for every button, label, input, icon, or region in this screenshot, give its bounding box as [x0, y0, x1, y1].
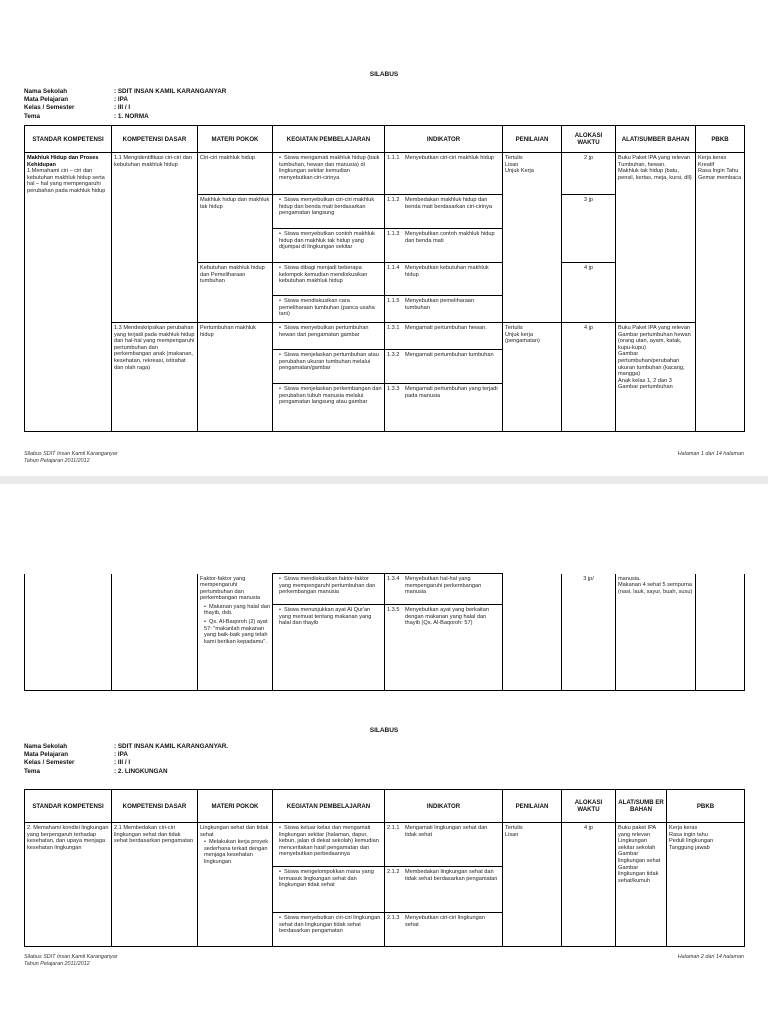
- meta-value: : 1. NORMA: [114, 112, 149, 120]
- materi-cell: Lingkungan sehat dan tidak sehat • Melakukan kerja proyek sederhana terkait dengan menjaga kesehatan lingkungan: [198, 823, 273, 947]
- table-header-row: [25, 126, 745, 153]
- column-header: KOMPETENSI DASAR: [112, 790, 198, 823]
- kegiatan-cell: • Siswa menyebutkan ciri-ciri lingkungan sehat dan lingkungan tidak sehat berdasarkan pengamatan: [273, 913, 385, 947]
- meta-value: : III / I: [114, 759, 131, 767]
- indikator-cell: 1.3.3 Mengamati pertumbuhan yang terjadi pada manusia: [385, 384, 503, 432]
- alokasi-cell: 4 jp: [562, 323, 616, 432]
- alokasi-cell: 4 jp: [562, 263, 616, 323]
- alokasi-cell: 2 jp: [562, 153, 616, 195]
- footer-page-number: Halaman 2 dari 14 halaman: [677, 954, 744, 960]
- meta-label: Tema: [24, 112, 40, 120]
- kompetensi-dasar-cell: 1.3 Mendeskripsikan perubahan yang terjadi pada makhluk hidup dan hal-hal yang mempengaruhi pertumbuhan dan perkembangan anak (makanan, kesehatan, rekreasi, istirahat dan olah raga): [112, 323, 198, 432]
- column-header: MATERI POKOK: [198, 126, 273, 153]
- column-header: KEGIATAN PEMBELAJARAN: [273, 126, 385, 153]
- kegiatan-cell: • Siswa mendiskusikan faktor-faktor yang mempengaruhi pertumbuhan dan perkembangan manusia: [273, 574, 385, 605]
- column-header: KEGIATAN PEMBELAJARAN: [273, 790, 385, 823]
- syllabus-table-2: [24, 789, 745, 947]
- standar-kompetensi-cell: 2. Memahami kondisi lingkungan yang berpengaruh terhadap kesehatan, dan upaya menjaga kesehatan lingkungan: [25, 823, 112, 947]
- standar-kompetensi-cell: [25, 574, 112, 691]
- syllabus-table-continued: [24, 573, 745, 691]
- meta-row: [24, 751, 228, 759]
- syllabus-meta: [24, 88, 226, 121]
- indikator-cell: 1.3.2 Mengamati pertumbuhan tumbuhan: [385, 350, 503, 384]
- sk-text: 1.Memahami ciri – ciri dan kebutuhan makhluk hidup serta hal – hal yang mempengaruhi perubahan pada makhluk hidup: [27, 168, 106, 194]
- indikator-cell: 1.1.1 Menyebutkan ciri-ciri makhluk hidup: [385, 153, 503, 195]
- materi-cell: Makhluk hidup dan makhluk tak hidup: [198, 195, 273, 263]
- meta-row: [24, 104, 226, 112]
- column-header: STANDAR KOMPETENSI: [25, 126, 112, 153]
- indikator-cell: 2.1.1 Mengamati lingkungan sehat dan tidak sehat: [385, 823, 503, 867]
- meta-label: Nama Sekolah: [24, 88, 68, 95]
- indikator-cell: 2.1.3 Menyebutkan ciri-ciri lingkungan sehat: [385, 913, 503, 947]
- column-header: MATERI POKOK: [198, 790, 273, 823]
- alokasi-cell: 3 jp: [562, 195, 616, 263]
- penilaian-cell: Tertulis Lisan Unjuk Kerja: [503, 153, 562, 323]
- alat-sumber-cell: Buku Paket IPA yang relevan Tumbuhan, hewan. Makhluk tak hidup (batu, pensil, kertas, meja, kursi, dll): [616, 153, 696, 323]
- column-header: ALOKASI WAKTU: [562, 790, 616, 823]
- meta-row: [24, 113, 226, 121]
- meta-row: [24, 768, 228, 776]
- column-header: PBKB: [696, 126, 745, 153]
- column-header: PENILAIAN: [503, 126, 562, 153]
- syllabus-meta: [24, 743, 228, 776]
- penilaian-cell: Tertulis Lisan: [503, 823, 562, 947]
- kegiatan-cell: • Siswa menyebutkan pertumbuhan hewan dari pengamatan gambar: [273, 323, 385, 350]
- alat-sumber-cell: Buku Paket IPA yang relevan Gambar pertumbuhan hewan (orang utan, ayam, katak, kupu-kupu) Gambar pertumbuhan/perubahan ukuran tumbuhan (kacang, mangga) Anak kelas 1, 2 dan 3 Gambar pertumbuhan: [616, 323, 696, 432]
- meta-label: Tema: [24, 767, 40, 775]
- column-header: ALAT/SUMBER BAHAN: [616, 126, 696, 153]
- footer-left: Silabus SDIT Insan Kamil Karanganyar Tahun Pelajaran 2011/2012: [24, 451, 118, 464]
- meta-label: Kelas / Semester: [24, 759, 75, 767]
- penilaian-cell: Tertulis Unjuk kerja (pengamatan): [503, 323, 562, 432]
- standar-kompetensi-cell: [25, 153, 112, 432]
- page-title: SILABUS: [369, 71, 399, 78]
- kompetensi-dasar-cell: 2.1 Membedakan ciri-ciri lingkungan sehat dan tidak sehat berdasarkan pengamatan: [112, 823, 198, 947]
- kegiatan-cell: • Siswa menunjukkan ayat Al Qur'an yang memuat tentang makanan yang halal dan thayib: [273, 605, 385, 691]
- meta-value: : 2. LINGKUNGAN: [114, 767, 168, 775]
- materi-cell: Pertumbuhan makhluk hidup: [198, 323, 273, 432]
- kompetensi-dasar-cell: [112, 574, 198, 691]
- kegiatan-cell: • Siswa mendiskusikan cara pemeliharaan tumbuhan (panca usaha tani): [273, 296, 385, 323]
- page-2: [0, 484, 768, 1024]
- kegiatan-cell: • Siswa mengamati makhluk hidup (baik tumbuhan, hewan dan manusia) di lingkungan sekitar kemudian menyebutkan ciri-cirinya: [273, 153, 385, 195]
- indikator-cell: 1.3.5 Menyebutkan ayat yang berkaitan dengan makanan yang halal dan thayib (Qs. Al-Baqoroh: 57): [385, 605, 503, 691]
- footer-left: Silabus SDIT Insan Kamil Karanganyar Tahun Pelajaran 2011/2012: [24, 954, 118, 967]
- pbkb-cell: [696, 574, 745, 691]
- column-header: ALAT/SUMB ER BAHAN: [616, 790, 667, 823]
- kegiatan-cell: • Siswa dibagi menjadi beberapa kelompok kemudian mendiskusikan kebutuhan makhluk hidup: [273, 263, 385, 296]
- kegiatan-cell: • Siswa menjelaskan pertumbuhan atau perubahan ukuran tumbuhan melalui pengamatan/gambar: [273, 350, 385, 384]
- table-row: [25, 153, 745, 195]
- indikator-cell: 2.1.2 Membedakan lingkungan sehat dan tidak sehat berdasarkan pengamatan: [385, 867, 503, 913]
- meta-value: : IPA: [114, 96, 128, 104]
- indikator-cell: 1.3.4 Menyebutkan hal-hal yang mempengaruhi perkembangan manusia: [385, 574, 503, 605]
- indikator-cell: 1.1.3 Menyebutkan contoh makhluk hidup dan benda mati: [385, 229, 503, 263]
- meta-label: Mata Pelajaran: [24, 751, 69, 759]
- materi-cell: Kebutuhan makhluk hidup dan Pemeliharaan tumbuhan: [198, 263, 273, 323]
- kompetensi-dasar-cell: 1.1 Mengidentifikasi ciri-ciri dan kebutuhan makhluk hidup: [112, 153, 198, 323]
- kegiatan-cell: • Siswa keluar kelas dan mengamati lingkungan sekitar (halaman, dapur, kebun, jalan di dekat sekolah) kemudian menceritakan hasil pengamatan dan menyebutkan perbedaannya: [273, 823, 385, 867]
- meta-label: Kelas / Semester: [24, 104, 75, 112]
- column-header: KOMPETENSI DASAR: [112, 126, 198, 153]
- footer-page-number: Halaman 1 dari 14 halaman: [677, 451, 744, 457]
- indikator-cell: 1.1.5 Menyebutkan pemeliharaan tumbuhan: [385, 296, 503, 323]
- column-header: ALOKASI WAKTU: [562, 126, 616, 153]
- meta-row: [24, 759, 228, 767]
- alokasi-cell: 3 jp/: [562, 574, 616, 691]
- indikator-cell: 1.1.2 Membedakan makhluk hidup dan benda mati berdasarkan ciri-cirinya: [385, 195, 503, 229]
- meta-row: [24, 743, 228, 751]
- pbkb-cell: Kerja keras Kreatif Rasa Ingin Tahu Gemar membaca: [696, 153, 745, 432]
- kegiatan-cell: • Siswa menjelaskan perkembangan dan perubahan tubuh manusia melalui pengamatan langsung atau gambar: [273, 384, 385, 432]
- sk-title: Makhluk Hidup dan Proses Kehidupan: [27, 155, 99, 168]
- kegiatan-cell: • Siswa menyebutkan contoh makhluk hidup dan makhluk tak hidup yang dijumpai di lingkungan sekitar: [273, 229, 385, 263]
- meta-label: Mata Pelajaran: [24, 96, 69, 104]
- indikator-cell: 1.3.1 Mengamati pertumbuhan hewan.: [385, 323, 503, 350]
- meta-value: : SDIT INSAN KAMIL KARANGANYAR.: [114, 743, 229, 750]
- meta-value: : IPA: [114, 751, 128, 759]
- kegiatan-cell: • Siswa menyebutkan ciri-ciri makhluk hidup dan benda mati berdasarkan pengamatan langsung: [273, 195, 385, 229]
- meta-row: [24, 88, 226, 96]
- table-header-row: [25, 790, 745, 823]
- indikator-cell: 1.1.4 Menyebutkan kebutuhan makhluk hidup: [385, 263, 503, 296]
- alat-sumber-cell: manusia. Makanan 4 sehat 5 sempurna (nasi, lauk, sayur, buah, susu): [616, 574, 696, 691]
- column-header: PENILAIAN: [503, 790, 562, 823]
- table-row: [25, 323, 745, 350]
- kegiatan-cell: • Siswa mengelompokkan mana yang termasuk lingkungan sehat dan lingkungan tidak sehat: [273, 867, 385, 913]
- materi-cell: Ciri-ciri makhluk hidup: [198, 153, 273, 195]
- column-header: PBKB: [667, 790, 745, 823]
- meta-row: [24, 96, 226, 104]
- penilaian-cell: [503, 574, 562, 691]
- materi-cell: Faktor-faktor yang mempengaruhi pertumbuhan dan perkembangan manusia • Makanan yang halal dan thayib, dsb. • Qs. Al-Baqoroh (2) ayat 57: "makanlah makanan yang baik-baik yang telah kami berikan kepadamu".: [198, 574, 273, 691]
- alokasi-cell: 4 jp: [562, 823, 616, 947]
- meta-value: : SDIT INSAN KAMIL KARANGANYAR: [114, 88, 227, 95]
- page-title: SILABUS: [369, 727, 399, 734]
- pbkb-cell: Kerja keras Rasa ingin tahu Peduli lingkungan Tanggung jawab: [667, 823, 745, 947]
- syllabus-table: [24, 125, 745, 432]
- alat-sumber-cell: Buku paket IPA yang relevan Lingkungan sekitar sekolah Gambar lingkungan sehat Gambar lingkungan tidak sehat/kumuh: [616, 823, 667, 947]
- column-header: STANDAR KOMPETENSI: [25, 790, 112, 823]
- column-header: INDIKATOR: [385, 790, 503, 823]
- table-row: [25, 574, 745, 605]
- table-row: [25, 823, 745, 867]
- page-1: [0, 0, 768, 476]
- meta-label: Nama Sekolah: [24, 743, 68, 750]
- meta-value: : III / I: [114, 104, 131, 112]
- column-header: INDIKATOR: [385, 126, 503, 153]
